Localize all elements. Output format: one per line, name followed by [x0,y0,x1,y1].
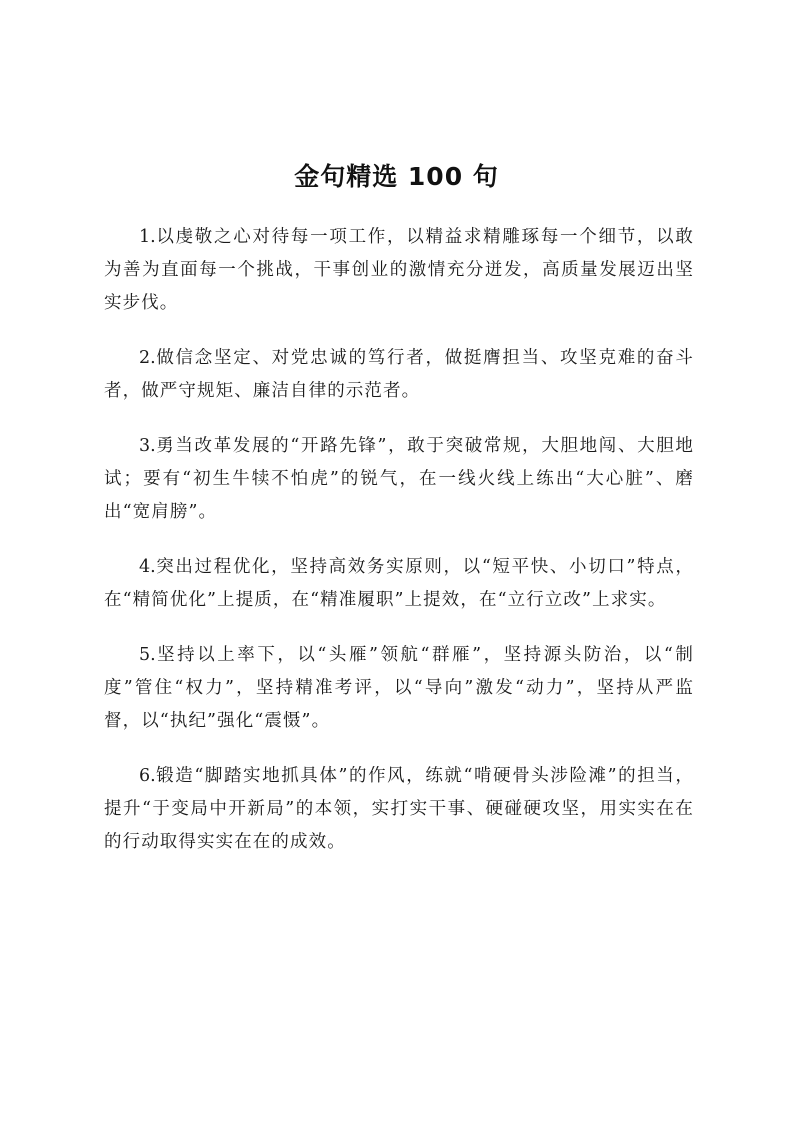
document-body [104,221,694,881]
paragraph-text: 做信念坚定、对党忠诚的笃行者，做挺膺担当、攻坚克难的奋斗者，做严守规矩、廉洁自律的示范者。 [104,348,694,401]
paragraph-3 [104,430,694,529]
paragraph-5 [104,639,694,738]
paragraph-number: 3. [139,436,156,456]
paragraph-text: 坚持以上率下，以“头雁”领航“群雁”，坚持源头防治，以“制度”管住“权力”，坚持精准考评，以“导向”激发“动力”，坚持从严监督，以“执纪”强化“震慑”。 [104,645,694,731]
paragraph-text: 勇当改革发展的“开路先锋”，敢于突破常规，大胆地闯、大胆地试；要有“初生牛犊不怕虎”的锐气，在一线火线上练出“大心脏”、磨出“宽肩膀”。 [104,436,694,522]
paragraph-text: 以虔敬之心对待每一项工作，以精益求精雕琢每一个细节，以敢为善为直面每一个挑战，干事创业的激情充分迸发，高质量发展迈出坚实步伐。 [104,227,694,313]
paragraph-1 [104,221,694,320]
page-title: 金句精选 100 句 [294,161,499,191]
paragraph-number: 2. [139,348,156,368]
paragraph-4 [104,551,694,617]
paragraph-2 [104,342,694,408]
paragraph-text: 锻造“脚踏实地抓具体”的作风，练就“啃硬骨头涉险滩”的担当，提升“于变局中开新局”的本领，实打实干事、硬碰硬攻坚，用实实在在的行动取得实实在在的成效。 [104,766,694,852]
paragraph-6 [104,760,694,859]
paragraph-number: 4. [139,557,156,577]
paragraph-number: 1. [139,227,156,247]
paragraph-number: 5. [139,645,156,665]
paragraph-text: 突出过程优化，坚持高效务实原则，以“短平快、小切口”特点，在“精简优化”上提质，在“精准履职”上提效，在“立行立改”上求实。 [104,557,694,610]
paragraph-number: 6. [139,766,156,786]
